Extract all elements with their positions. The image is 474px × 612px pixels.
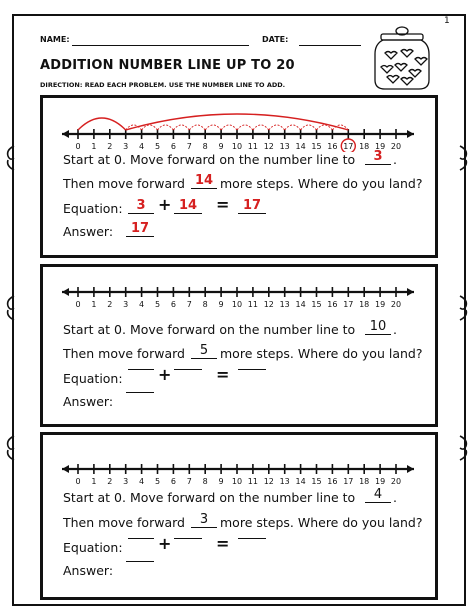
tick-label: 7 — [186, 300, 192, 309]
plus-sign: + — [158, 534, 172, 553]
hop-arc — [269, 125, 285, 130]
equals-sign: = — [216, 195, 230, 214]
tick-label: 11 — [247, 142, 258, 151]
tick-label: 5 — [154, 142, 161, 151]
problem-1-start-text: Start at 0. Move forward on the number line to — [63, 152, 356, 167]
tick-label: 16 — [327, 300, 338, 309]
tick-label: 10 — [231, 142, 243, 151]
tick-label: 1 — [91, 477, 97, 486]
problem-3-start-text: Start at 0. Move forward on the number line to — [63, 490, 356, 505]
problem-2-then-text-b: more steps. Where do you land? — [220, 346, 423, 361]
tick-label: 15 — [311, 300, 322, 309]
hop-arc — [237, 125, 253, 130]
date-field[interactable] — [299, 45, 361, 46]
tick-label: 14 — [295, 477, 306, 486]
tick-label: 13 — [279, 477, 290, 486]
tick-label: 2 — [107, 300, 113, 309]
tick-label: 8 — [202, 477, 208, 486]
hop-arc — [285, 125, 301, 130]
tick-label: 13 — [279, 300, 290, 309]
tick-label: 4 — [139, 142, 145, 151]
arrow-right-icon — [407, 288, 414, 296]
tick-label: 7 — [186, 142, 192, 151]
tick-label: 15 — [311, 477, 322, 486]
tick-label: 8 — [202, 142, 208, 151]
period: . — [393, 152, 397, 167]
tick-label: 4 — [139, 300, 145, 309]
tick-label: 18 — [359, 300, 370, 309]
tick-label: 20 — [390, 477, 402, 486]
problem-3-then-text-b: more steps. Where do you land? — [220, 515, 423, 530]
tick-label: 14 — [295, 300, 306, 309]
hop-arc — [301, 125, 317, 130]
problem-1-equation-label: Equation: — [63, 201, 123, 216]
tick-label: 19 — [375, 477, 386, 486]
tick-label: 12 — [263, 477, 274, 486]
tick-label: 6 — [170, 142, 176, 151]
equals-sign: = — [216, 534, 230, 553]
tick-label: 9 — [218, 477, 224, 486]
tick-label: 13 — [279, 142, 290, 151]
tick-label: 5 — [154, 477, 161, 486]
date-label: DATE: — [262, 35, 289, 44]
problem-2-then-text: Then move forward — [63, 346, 185, 361]
problem-1-steps-value[interactable]: 14 — [191, 174, 217, 189]
problem-2-eq-a[interactable] — [128, 369, 154, 370]
tick-label: 6 — [170, 477, 176, 486]
problem-3-answer-label: Answer: — [63, 563, 114, 578]
tick-label: 11 — [247, 477, 258, 486]
name-label: NAME: — [40, 35, 70, 44]
arrow-left-icon — [62, 288, 69, 296]
candy-jar-icon — [367, 23, 437, 93]
right-scroll-ornament-icon — [450, 140, 474, 470]
tick-label: 4 — [139, 477, 145, 486]
tick-label: 19 — [375, 142, 386, 151]
tick-label: 19 — [375, 300, 386, 309]
tick-label: 0 — [75, 142, 81, 151]
problem-1-eq-result[interactable]: 17 — [238, 199, 266, 214]
plus-sign: + — [158, 195, 172, 214]
problem-3-then-text: Then move forward — [63, 515, 185, 530]
tick-label: 9 — [218, 300, 224, 309]
hop-arc — [173, 125, 189, 130]
hop-arc — [205, 125, 221, 130]
problem-1-answer[interactable]: 17 — [126, 222, 154, 237]
problem-1-answer-label: Answer: — [63, 224, 114, 239]
tick-label: 12 — [263, 300, 274, 309]
tick-label: 3 — [123, 142, 129, 151]
tick-label: 15 — [311, 142, 322, 151]
tick-label: 10 — [231, 300, 243, 309]
tick-label: 2 — [107, 142, 113, 151]
problem-2-steps-value[interactable]: 5 — [191, 344, 217, 359]
jump-arc — [78, 118, 126, 130]
hop-arc — [189, 125, 205, 130]
number-line-3 — [58, 457, 418, 487]
page-number: 1 — [444, 16, 450, 26]
equals-sign: = — [216, 365, 230, 384]
problem-2-equation-label: Equation: — [63, 371, 123, 386]
number-line-1 — [58, 104, 418, 152]
tick-label: 2 — [107, 477, 113, 486]
tick-label: 0 — [75, 300, 81, 309]
number-line-2 — [58, 280, 418, 310]
tick-label: 17 — [343, 300, 354, 309]
tick-label: 6 — [170, 300, 176, 309]
tick-label: 18 — [359, 142, 370, 151]
problem-3-eq-a[interactable] — [128, 538, 154, 539]
hop-arc — [221, 125, 237, 130]
problem-3-first-value[interactable]: 4 — [365, 488, 391, 503]
tick-label: 7 — [186, 477, 192, 486]
problem-1-then-text-b: more steps. Where do you land? — [220, 176, 423, 191]
tick-label: 1 — [91, 142, 97, 151]
problem-3-equation-label: Equation: — [63, 540, 123, 555]
arrow-right-icon — [407, 465, 414, 473]
tick-label: 17 — [343, 142, 354, 151]
hop-arc — [158, 125, 174, 130]
tick-label: 20 — [390, 300, 402, 309]
problem-3-steps-value[interactable]: 3 — [191, 513, 217, 528]
tick-label: 11 — [247, 300, 258, 309]
page-title: ADDITION NUMBER LINE UP TO 20 — [40, 58, 295, 73]
name-field[interactable] — [72, 45, 249, 46]
problem-3-answer[interactable] — [126, 561, 154, 562]
tick-label: 3 — [123, 477, 129, 486]
problem-1-first-value[interactable]: 3 — [365, 150, 391, 165]
problem-1-eq-a[interactable]: 3 — [128, 199, 154, 214]
tick-label: 3 — [123, 300, 129, 309]
arrow-left-icon — [62, 465, 69, 473]
problem-2-eq-result[interactable] — [238, 369, 266, 370]
tick-label: 9 — [218, 142, 224, 151]
problem-2-answer[interactable] — [126, 392, 154, 393]
tick-label: 16 — [327, 477, 338, 486]
hop-arc — [253, 125, 269, 130]
problem-3-eq-b[interactable] — [174, 538, 202, 539]
tick-label: 1 — [91, 300, 97, 309]
problem-2-answer-label: Answer: — [63, 394, 114, 409]
problem-2-first-value[interactable]: 10 — [365, 320, 391, 335]
left-scroll-ornament-icon — [0, 140, 24, 470]
tick-label: 10 — [231, 477, 243, 486]
direction-text: DIRECTION: READ EACH PROBLEM. USE THE NUMBER LINE TO ADD. — [40, 81, 286, 89]
arrow-right-icon — [407, 130, 414, 138]
tick-label: 17 — [343, 477, 354, 486]
tick-label: 12 — [263, 142, 274, 151]
problem-2-start-text: Start at 0. Move forward on the number line to — [63, 322, 356, 337]
period: . — [393, 490, 397, 505]
tick-label: 14 — [295, 142, 306, 151]
tick-label: 20 — [390, 142, 402, 151]
problem-2-eq-b[interactable] — [174, 369, 202, 370]
jump-arc — [126, 114, 349, 130]
problem-1-then-text: Then move forward — [63, 176, 185, 191]
tick-label: 5 — [154, 300, 161, 309]
plus-sign: + — [158, 365, 172, 384]
tick-label: 0 — [75, 477, 81, 486]
tick-label: 16 — [327, 142, 338, 151]
tick-label: 8 — [202, 300, 208, 309]
period: . — [393, 322, 397, 337]
tick-label: 18 — [359, 477, 370, 486]
problem-1-eq-b[interactable]: 14 — [174, 199, 202, 214]
problem-3-eq-result[interactable] — [238, 538, 266, 539]
arrow-left-icon — [62, 130, 69, 138]
